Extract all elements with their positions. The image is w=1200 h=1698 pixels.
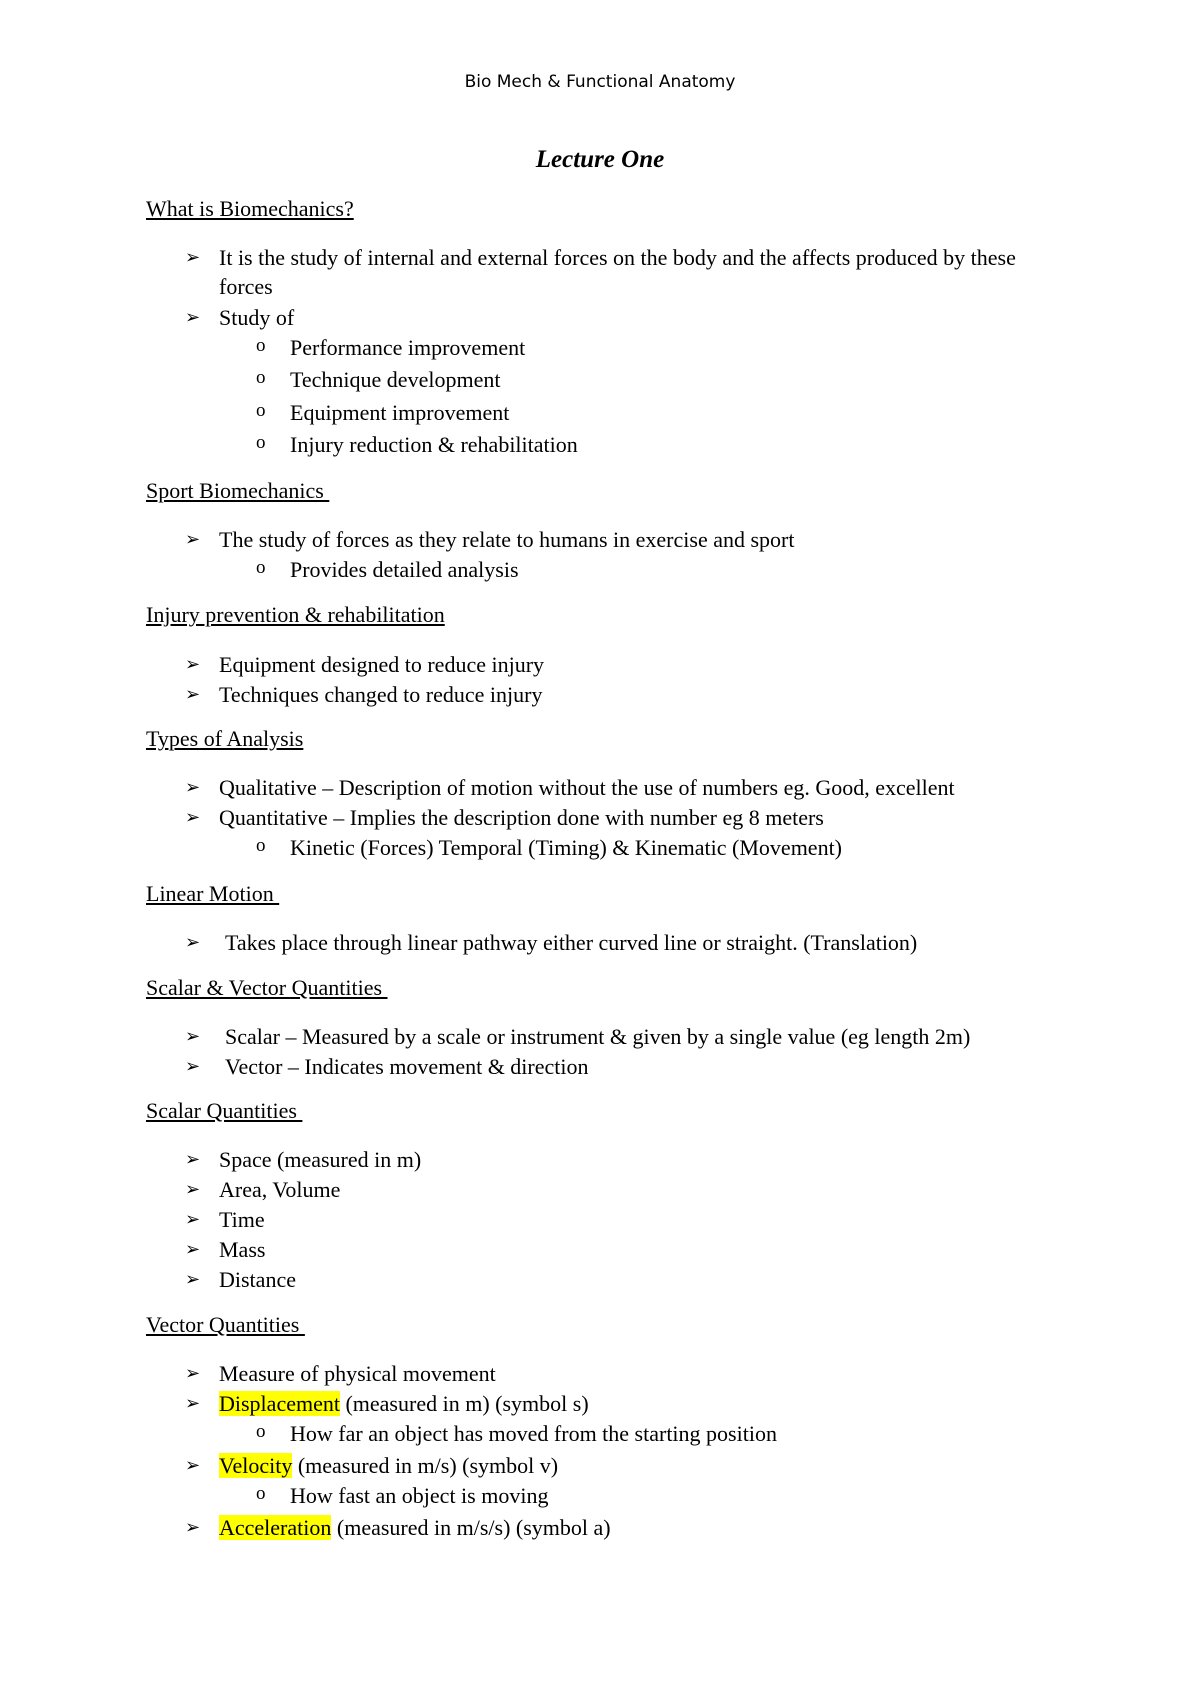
heading-injury-prevention: Injury prevention & rehabilitation [146,602,445,627]
arrow-bullet-icon: ➢ [185,307,201,327]
circle-bullet-icon: o [256,400,266,421]
arrow-bullet-icon: ➢ [185,1269,201,1289]
document-page: Bio Mech & Functional Anatomy Lecture One What is Biomechanics? ➢ It is the study of internal and external forces on the body and the affects produced by these forces ➢ Study of o Performance improvement o Technique development o Equipment improvement o Injury reduction & rehabilitation Sport Biomechanics ➢ The study of forces as they relate to humans in exercise and sport o Provides detailed analysis Injury prevention & rehabilitation ➢ Equipment designed to reduce injury ➢ Techniques changed to reduce injury Types of Analysis ➢ Qualitative – Description of motion without the use of numbers eg. Good, excellent ➢ Quantitative – Implies the description done with number eg 8 meters o Kinetic (Forces) Temporal (Timing) & Kinematic (Movement) Linear Motion ➢ Takes place through linear pathway either curved line or straight. (Translation) Scalar & Vector Quantities ➢ Scalar – Measured by a scale or instrument & given by a single value (eg length 2m) ➢ Vector – Indicates movement & direction Scalar Quantities ➢ Space (measured in m) ➢ Area, Volume ➢ Time ➢ Mass ➢ Distance Vector Quantities ➢ Measure of physical movement ➢ Displacement (measured in m) (symbol s) o How far an object has moved from the starting position ➢ Velocity (measured in m/s) (symbol v) o How fast an object is moving ➢ Acceleration (measured in m/s/s) (symbol a) [0,0,1200,1698]
circle-bullet-icon: o [256,432,266,453]
arrow-bullet-icon: ➢ [185,932,201,952]
circle-bullet-icon: o [256,557,266,578]
arrow-bullet-icon: ➢ [185,1239,201,1259]
circle-bullet-icon: o [256,835,266,856]
heading-sport-biomechanics: Sport Biomechanics [146,478,330,503]
circle-bullet-icon: o [256,1421,266,1442]
highlighted-term: Displacement [219,1391,340,1416]
arrow-bullet-icon: ➢ [185,654,201,674]
highlighted-term: Acceleration [219,1515,332,1540]
heading-what-is-biomechanics: What is Biomechanics? [146,196,354,221]
arrow-bullet-icon: ➢ [185,777,201,797]
arrow-bullet-icon: ➢ [185,1363,201,1383]
arrow-bullet-icon: ➢ [185,1056,201,1076]
arrow-bullet-icon: ➢ [185,1026,201,1046]
heading-linear-motion: Linear Motion [146,881,280,906]
page-title: Lecture One [535,146,665,173]
heading-scalar-quantities: Scalar Quantities [146,1098,303,1123]
arrow-bullet-icon: ➢ [185,1179,201,1199]
arrow-bullet-icon: ➢ [185,1393,201,1413]
arrow-bullet-icon: ➢ [185,247,201,267]
page-header: Bio Mech & Functional Anatomy [464,72,736,92]
arrow-bullet-icon: ➢ [185,1149,201,1169]
heading-scalar-vector-quantities: Scalar & Vector Quantities [146,975,388,1000]
circle-bullet-icon: o [256,367,266,388]
highlighted-term: Velocity [219,1453,293,1478]
arrow-bullet-icon: ➢ [185,684,201,704]
arrow-bullet-icon: ➢ [185,1517,201,1537]
arrow-bullet-icon: ➢ [185,529,201,549]
arrow-bullet-icon: ➢ [185,1209,201,1229]
arrow-bullet-icon: ➢ [185,807,201,827]
arrow-bullet-icon: ➢ [185,1455,201,1475]
circle-bullet-icon: o [256,1483,266,1504]
heading-types-of-analysis: Types of Analysis [146,726,304,751]
heading-vector-quantities: Vector Quantities [146,1312,305,1337]
circle-bullet-icon: o [256,335,266,356]
